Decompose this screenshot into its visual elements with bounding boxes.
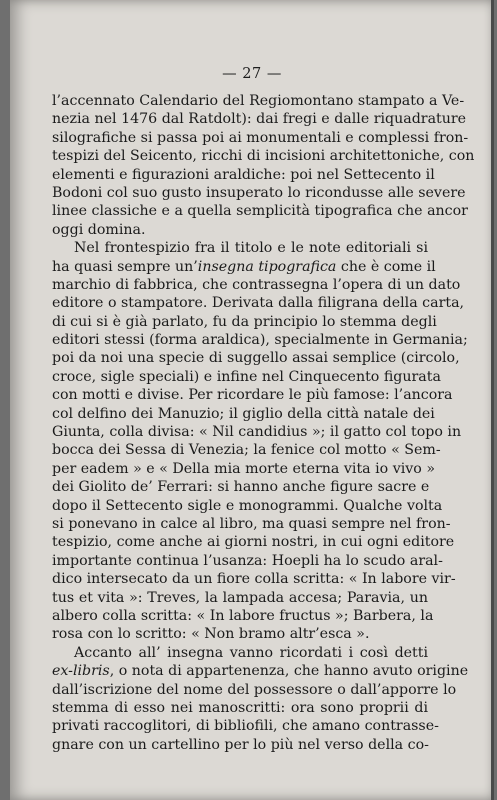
text-line: per eadem » e « Della mia morte eterna vita io vivo » bbox=[52, 460, 436, 477]
text-line: editore o stampatore. Derivata dalla filigrana della carta, bbox=[52, 295, 465, 312]
text-line: Nel frontespizio fra il titolo e le note editoriali si bbox=[74, 240, 428, 257]
body-text bbox=[52, 92, 475, 754]
text-line: dico intersecato da un fiore colla scritta: « In labore vir- bbox=[52, 571, 456, 588]
text-line: tespizi del Seicento, ricchi di incisioni architettoniche, con bbox=[52, 148, 475, 165]
text-line: col delfino dei Manuzio; il giglio della città natale dei bbox=[52, 405, 435, 422]
text-line: croce, sigle speciali) e infine nel Cinquecento figurata bbox=[52, 368, 441, 385]
text-line: dall’iscrizione del nome del possessore o dall’apporre lo bbox=[52, 681, 457, 698]
text-line: gnare con un cartellino per lo più nel verso della co- bbox=[52, 736, 429, 753]
text-line: ha quasi sempre un’insegna tipografica che è come il bbox=[52, 258, 436, 275]
text-line: dopo il Settecento sigle e monogrammi. Qualche volta bbox=[52, 497, 443, 514]
text-line: tespizio, come anche ai giorni nostri, in cui ogni editore bbox=[52, 534, 455, 551]
text-line: l’accennato Calendario del Regiomontano stampato a Ve- bbox=[52, 93, 465, 109]
page-number: — 27 — bbox=[222, 66, 282, 82]
text-line: silografiche si passa poi ai monumentali e complessi fron- bbox=[52, 129, 469, 146]
page-edge bbox=[491, 0, 494, 800]
text-line: albero colla scritta: « In labore fructus »; Barbera, la bbox=[52, 607, 434, 624]
text-line: dei Giolito de’ Ferrari: si hanno anche figure sacre e bbox=[52, 479, 430, 496]
emphasized-term: insegna tipografica bbox=[197, 258, 337, 275]
text-line: editori stessi (forma araldica), specialmente in Germania; bbox=[52, 332, 468, 349]
text-line: poi da noi una specie di suggello assai semplice (circolo, bbox=[52, 350, 460, 367]
book-page bbox=[10, 0, 494, 800]
text-line: ex-libris, o nota di appartenenza, che hanno avuto origine bbox=[52, 663, 469, 680]
text-line: linee classiche e a quella semplicità tipografica che ancor bbox=[52, 203, 468, 220]
text-line: di cui si è già parlato, fu da principio lo stemma degli bbox=[52, 313, 437, 330]
text-line: nezia nel 1476 dal Ratdolt): dai fregi e dalle riquadrature bbox=[52, 111, 467, 128]
emphasized-term: ex-libris bbox=[52, 663, 110, 680]
text-line: marchio di fabbrica, che contrassegna l’opera di un dato bbox=[52, 276, 461, 293]
text-line: tus et vita »: Treves, la lampada accesa; Paravia, un bbox=[52, 589, 428, 606]
text-line: Giunta, colla divisa: « Nil candidius »; il gatto col topo in bbox=[52, 424, 462, 441]
text-line: si ponevano in calce al libro, ma quasi sempre nel fron- bbox=[52, 515, 451, 532]
text-line: bocca dei Sessa di Venezia; la fenice col motto « Sem- bbox=[52, 442, 441, 459]
text-line: privati raccoglitori, di bibliofili, che amano contrasse- bbox=[52, 718, 439, 735]
text-line: elementi e figurazioni araldiche: poi nel Settecento il bbox=[52, 166, 435, 183]
text-line: Bodoni col suo gusto insuperato lo ricondusse alle severe bbox=[52, 184, 466, 201]
text-line: rosa con lo scritto: « Non bramo altr’esca ». bbox=[52, 626, 370, 643]
text-line: stemma di esso nei manoscritti: ora sono proprii di bbox=[52, 699, 428, 716]
text-line: Accanto all’ insegna vanno ricordati i così detti bbox=[74, 644, 428, 661]
text-line: importante continua l’usanza: Hoepli ha lo scudo aral- bbox=[52, 552, 443, 569]
text-line: oggi domina. bbox=[52, 221, 146, 238]
text-line: con motti e divise. Per ricordare le più famose: l’ancora bbox=[52, 387, 453, 404]
